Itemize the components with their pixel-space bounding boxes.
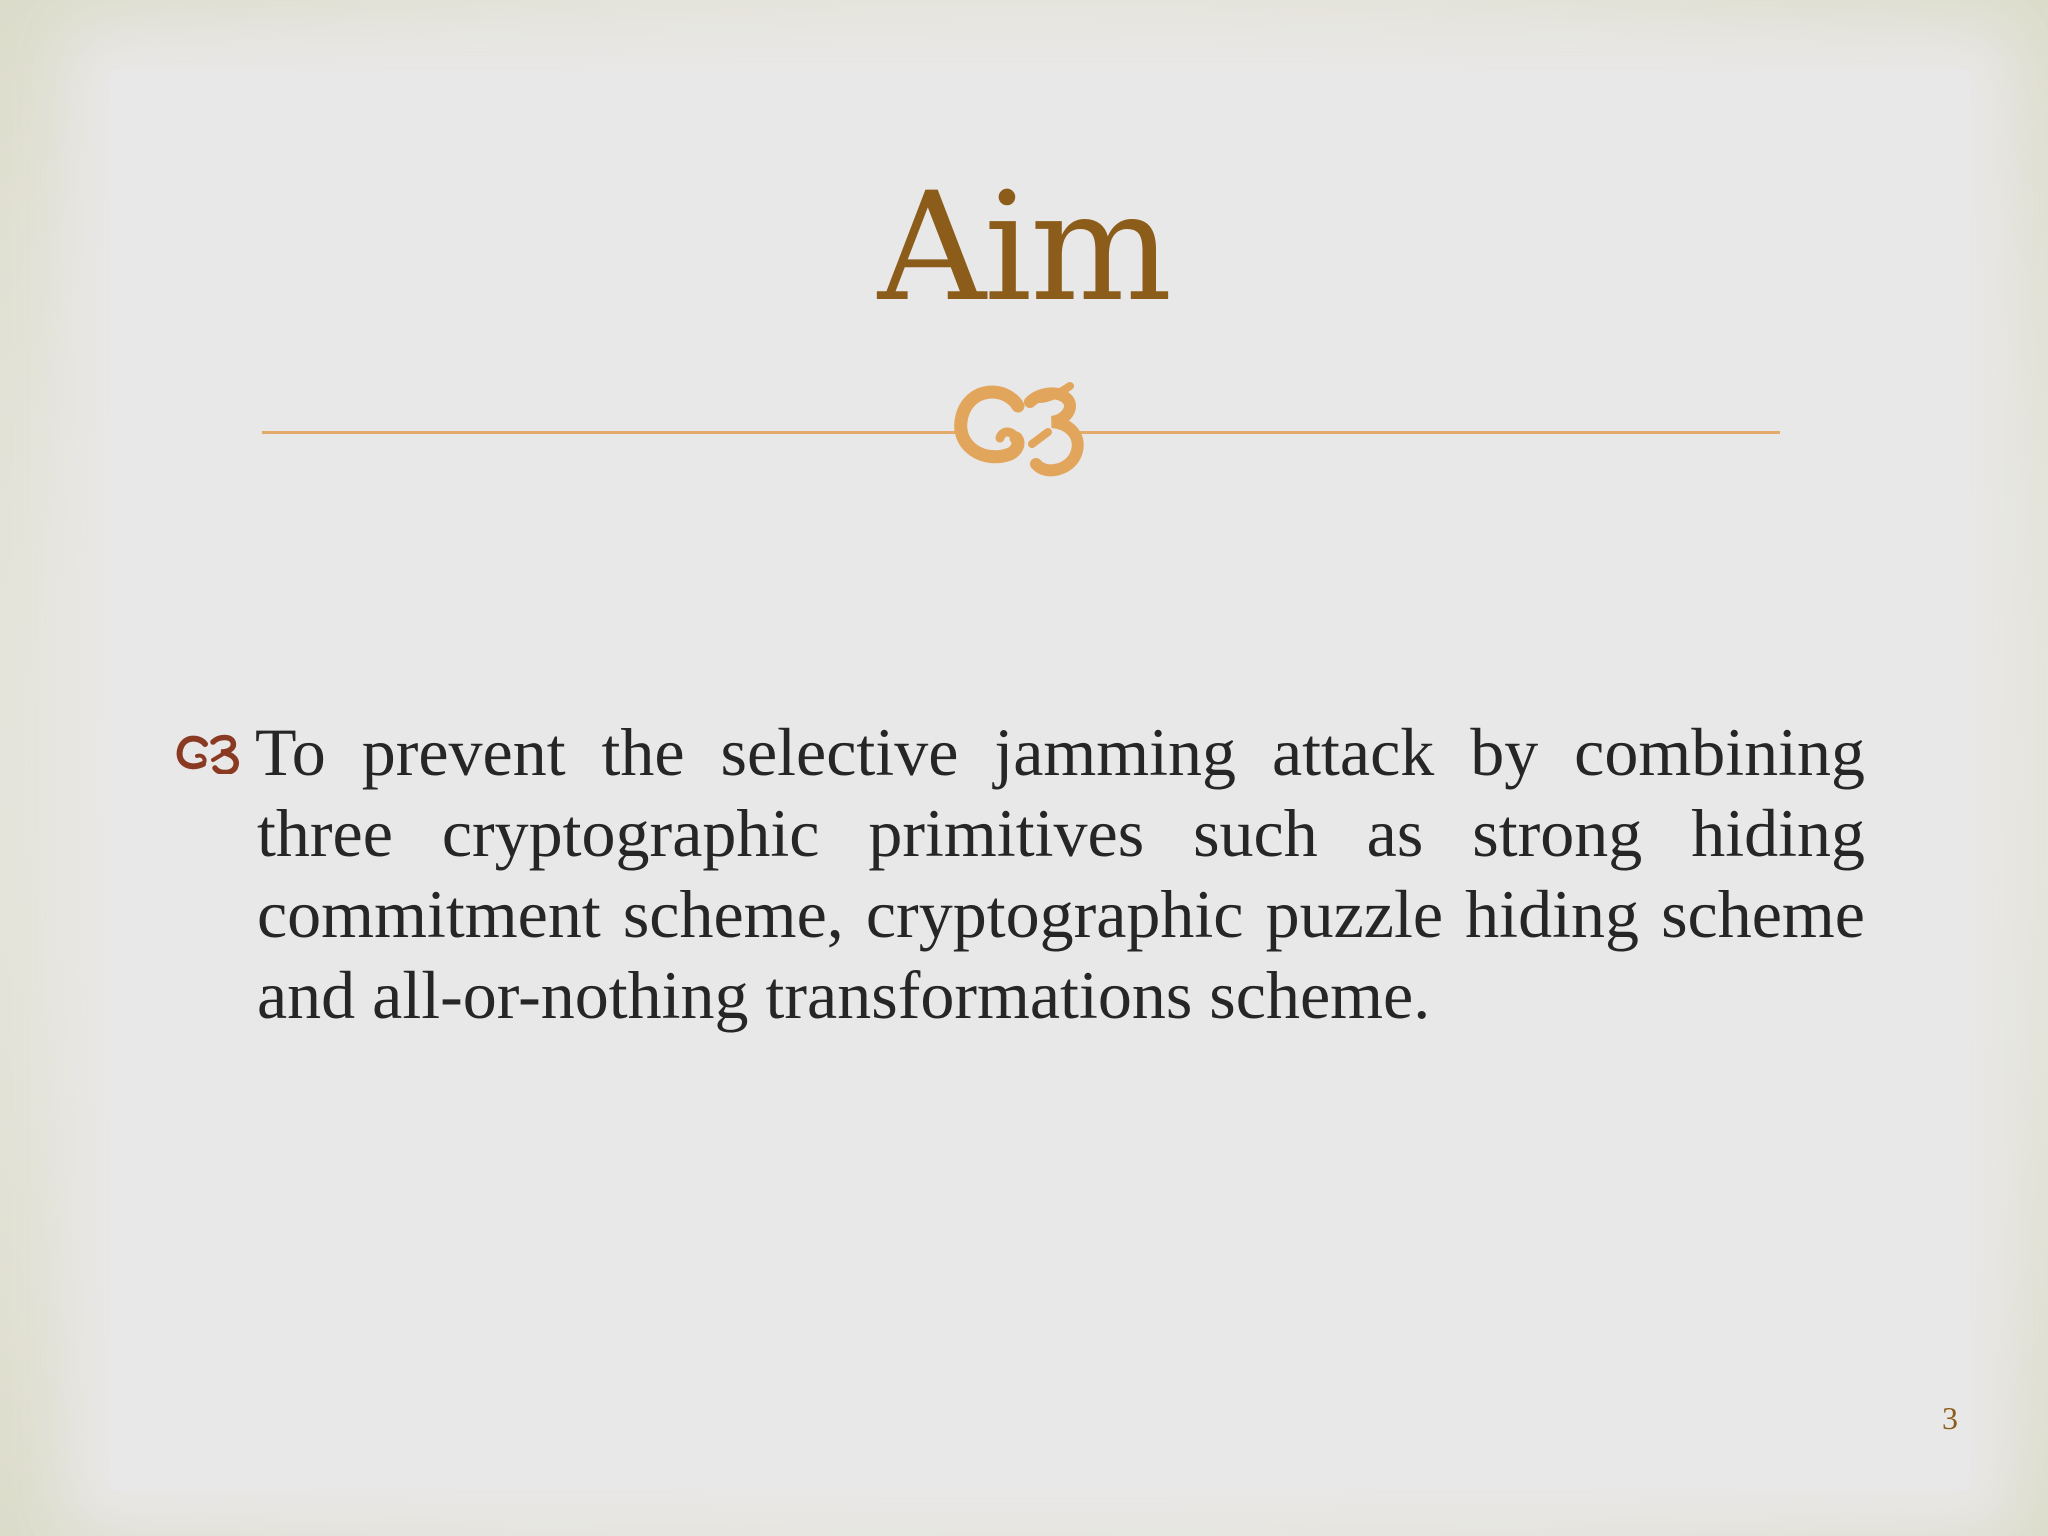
title-divider-left — [262, 431, 962, 434]
scroll-bullet-icon — [175, 730, 243, 774]
bullet-text: To prevent the selective jamming attack by combining three cryptographic primitives such as strong hiding commitment scheme, cryptographic puzzle hiding scheme and all-or-nothing transformations scheme. — [255, 714, 1865, 1033]
bullet-list — [175, 712, 1865, 1036]
title-divider-right — [1080, 431, 1780, 434]
scroll-ornament-icon — [948, 372, 1098, 482]
slide-title: Aim — [877, 161, 1171, 335]
page-number: 3 — [1942, 1400, 1958, 1436]
